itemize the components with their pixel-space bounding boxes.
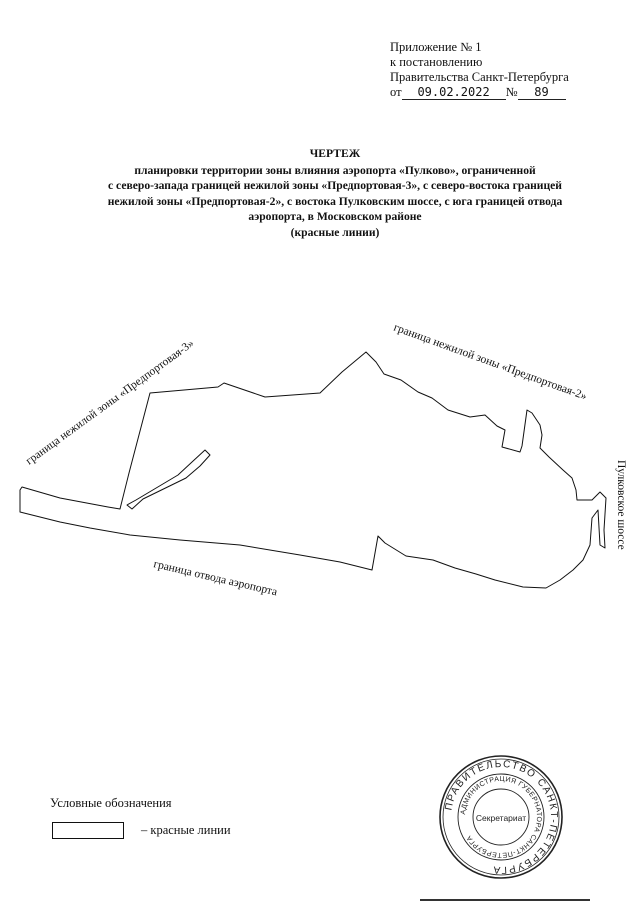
decree-date: 09.02.2022 [402,86,506,100]
title-line-3: нежилой зоны «Предпортовая-2», с востока Пулковским шоссе, с юга границей отвода [107,194,563,208]
label-south-boundary: граница отвода аэропорта [152,558,279,599]
title-heading: ЧЕРТЕЖ [309,147,361,160]
red-line-boundary [20,352,606,588]
appendix-line-3: Правительства Санкт-Петербурга [390,70,569,84]
title-line-4: аэропорта, в Московском районе [248,210,422,224]
official-seal-stamp [436,752,566,882]
title-line-2: с северо-запада границей нежилой зоны «Предпортовая-3», с северо-востока границей [108,179,562,193]
label-nw-boundary: граница нежилой зоны «Предпортовая-3» [23,337,197,468]
label-ne-boundary: граница нежилой зоны «Предпортовая-2» [391,321,589,403]
title-line-5: (красные линии) [290,225,380,239]
red-line-inner-strip [127,450,210,509]
title-line-1: планировки территории зоны влияния аэропорта «Пулково», ограниченной [134,163,536,177]
label-east-highway: Пулковское шоссе [615,460,627,550]
legend-label-red-lines: – красные линии [141,823,231,837]
appendix-line-1: Приложение № 1 [390,40,482,54]
seal-inner-text: АДМИНИСТРАЦИЯ ГУБЕРНАТОРА САНКТ-ПЕТЕРБУРГА [460,775,543,859]
number-prefix: № [505,85,518,99]
seal-ring-text: ПРАВИТЕЛЬСТВО САНКТ-ПЕТЕРБУРГА [443,758,560,876]
legend-title: Условные обозначения [50,796,172,810]
seal-center-text: Секретариат [475,813,527,823]
footer-rule [420,899,590,901]
decree-number: 89 [518,86,566,100]
date-prefix: от [390,85,402,99]
legend-swatch-red-lines [52,822,124,839]
appendix-line-2: к постановлению [390,55,483,69]
